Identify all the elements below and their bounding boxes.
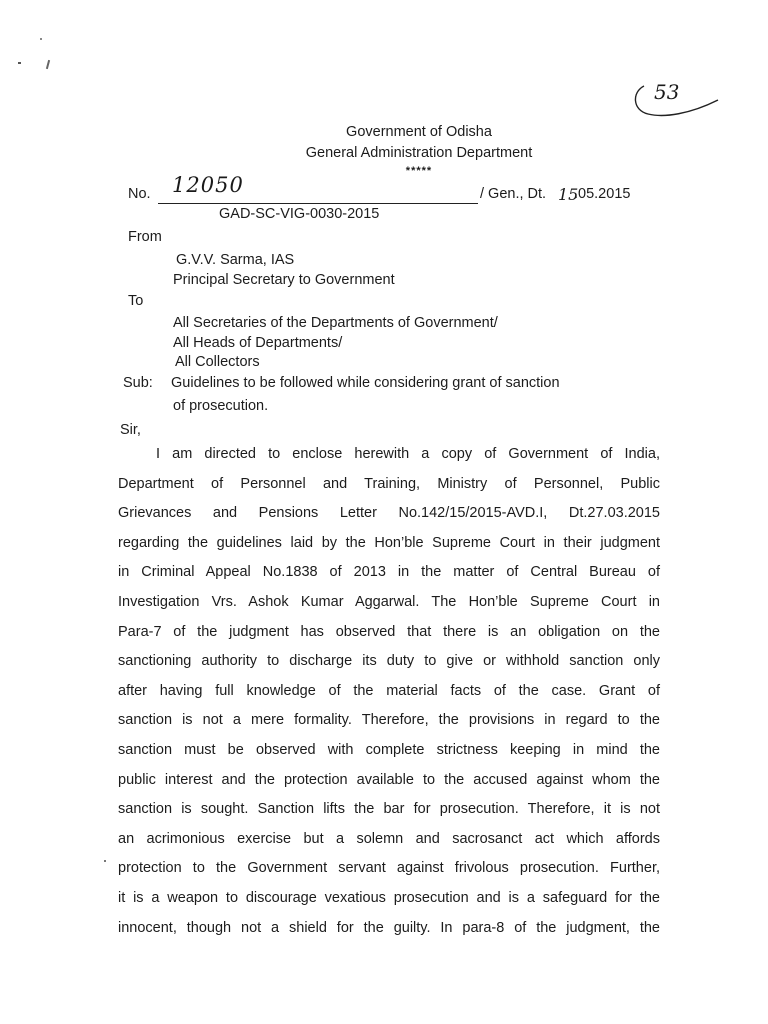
salutation: Sir,: [120, 422, 141, 438]
reference-date-suffix: .05.2015: [574, 186, 631, 202]
subject-label: Sub:: [123, 375, 153, 391]
body-line: regarding the guidelines laid by the Hon’ble Supreme Court in their judgment: [118, 534, 660, 551]
scan-speck: [18, 62, 21, 64]
reference-file-code: GAD-SC-VIG-0030-2015: [219, 206, 380, 222]
body-line: Investigation Vrs. Ashok Kumar Aggarwal. The Hon’ble Supreme Court in: [118, 593, 660, 610]
scan-speck: [40, 38, 42, 40]
body-line: innocent, though not a shield for the guilty. In para-8 of the judgment, the: [118, 919, 660, 936]
body-line: sanctioning authority to discharge its duty to give or withhold sanction only: [118, 653, 660, 670]
stamp-number: 53: [654, 80, 680, 104]
body-line: protection to the Government servant against frivolous prosecution. Further,: [118, 860, 660, 877]
to-label: To: [128, 293, 144, 309]
scan-speck: [104, 860, 106, 862]
subject-line: Guidelines to be followed while considering grant of sanction: [171, 375, 560, 391]
body-line: after having full knowledge of the material facts of the case. Grant of: [118, 682, 660, 699]
body-line: it is a weapon to discourage vexatious prosecution and is a safeguard for the: [118, 889, 660, 906]
body-paragraph: [118, 440, 660, 943]
page-number-stamp: [630, 78, 722, 122]
reference-date-day: 15: [558, 185, 579, 204]
body-line: Department of Personnel and Training, Ministry of Personnel, Public: [118, 475, 660, 492]
sender-name: G.V.V. Sarma, IAS: [176, 252, 295, 268]
reference-number: 12050: [172, 173, 244, 197]
scan-speck: [46, 60, 50, 69]
body-line: an acrimonious exercise but a solemn and sacrosanct act which affords: [118, 830, 660, 847]
reference-no-label: No.: [128, 186, 151, 202]
heading-separator: *****: [405, 165, 433, 177]
recipient-line: All Heads of Departments/: [173, 335, 343, 351]
body-line: public interest and the protection available to the accused against whom the: [118, 771, 660, 788]
recipient-line: All Collectors: [175, 354, 260, 370]
body-line: sanction is sought. Sanction lifts the bar for prosecution. Therefore, it is not: [118, 801, 660, 818]
department-heading: General Administration Department: [305, 145, 533, 161]
government-heading: Government of Odisha: [346, 124, 492, 140]
body-line: I am directed to enclose herewith a copy of Government of India,: [156, 446, 660, 462]
body-line: in Criminal Appeal No.1838 of 2013 in the matter of Central Bureau of: [118, 564, 660, 581]
sender-designation: Principal Secretary to Government: [173, 272, 395, 288]
body-line: sanction is not a mere formality. Therefore, the provisions in regard to the: [118, 712, 660, 729]
body-line: Grievances and Pensions Letter No.142/15/2015-AVD.I, Dt.27.03.2015: [118, 505, 660, 522]
reference-gen-label: / Gen., Dt.: [480, 186, 547, 202]
from-label: From: [128, 229, 162, 245]
body-line: Para-7 of the judgment has observed that there is an obligation on the: [118, 623, 660, 640]
body-line: sanction must be observed with complete strictness keeping in mind the: [118, 741, 660, 758]
reference-underline: [158, 203, 478, 204]
subject-line: of prosecution.: [173, 398, 269, 414]
recipient-line: All Secretaries of the Departments of Government/: [173, 315, 498, 331]
